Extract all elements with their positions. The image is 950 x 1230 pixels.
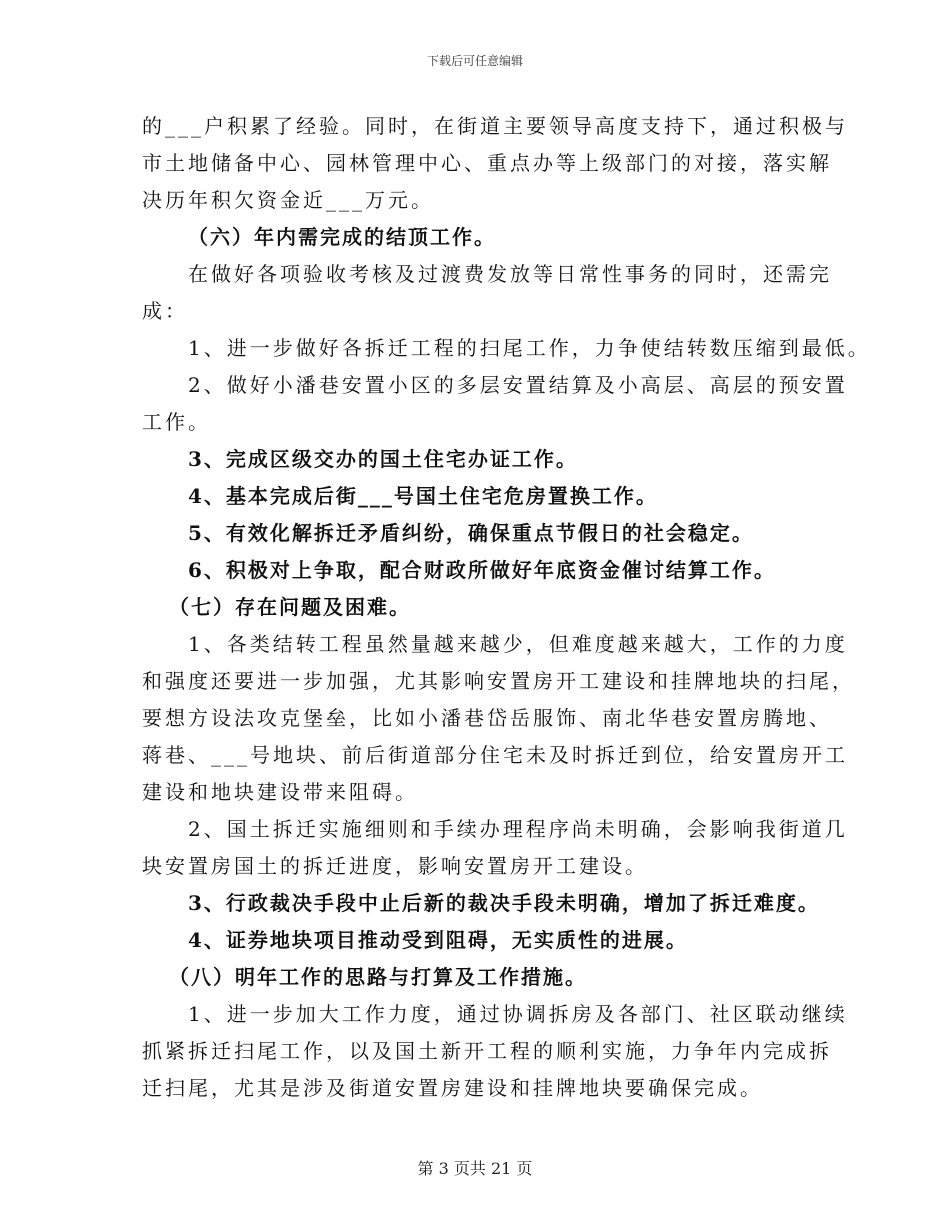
body-line: 和强度还要进一步加强，尤其影响安置房开工建设和挂牌地块的扫尾，: [142, 669, 855, 693]
page-header-note: 下载后可任意编辑: [426, 54, 523, 68]
list-item: 3、行政裁决手段中止后新的裁决手段未明确，增加了拆迁难度。: [188, 891, 820, 915]
body-line: 市土地储备中心、园林管理中心、重点办等上级部门的对接，落实解: [142, 151, 832, 175]
body-line: 工作。: [142, 410, 211, 434]
list-item: 4、证券地块项目推动受到阻碍，无实质性的进展。: [188, 928, 688, 952]
section-heading-8: （八）明年工作的思路与打算及工作措施。: [169, 965, 587, 989]
body-line: 蒋巷、___号地块、前后街道部分住宅未及时拆迁到位，给安置房开工: [142, 743, 848, 767]
section-heading-6: （六）年内需完成的结顶工作。: [188, 225, 496, 249]
list-item: 3、完成区级交办的国土住宅办证工作。: [188, 447, 578, 471]
body-line: 抓紧拆迁扫尾工作，以及国土新开工程的顺利实施，力争年内完成拆: [142, 1039, 832, 1063]
section-heading-7: （七）存在问题及困难。: [169, 595, 411, 619]
body-line: 建设和地块建设带来阻碍。: [142, 780, 418, 804]
body-line: 的___户积累了经验。同时，在街道主要领导高度支持下，通过积极与: [142, 114, 848, 138]
body-line: 成：: [142, 299, 188, 323]
list-item: 5、有效化解拆迁矛盾纠纷，确保重点节假日的社会稳定。: [188, 521, 754, 545]
list-item: 6、积极对上争取，配合财政所做好年底资金催讨结算工作。: [188, 558, 776, 582]
list-item: 1、进一步做好各拆迁工程的扫尾工作，力争使结转数压缩到最低。: [188, 336, 871, 360]
list-item: 1、进一步加大工作力度，通过协调拆房及各部门、社区联动继续: [188, 1002, 848, 1026]
list-item: 1、各类结转工程虽然量越来越少，但难度越来越大，工作的力度: [188, 632, 848, 656]
list-item: 2、国土拆迁实施细则和手续办理程序尚未明确，会影响我街道几: [188, 817, 848, 841]
page-number: 第 3 页共 21 页: [417, 1159, 533, 1178]
list-item: 4、基本完成后街___号国土住宅危房置换工作。: [188, 484, 658, 508]
body-line: 块安置房国土的拆迁进度，影响安置房开工建设。: [142, 854, 648, 878]
body-line: 要想方设法攻克堡垒，比如小潘巷岱岳服饰、南北华巷安置房腾地、: [142, 706, 832, 730]
body-line: 在做好各项验收考核及过渡费发放等日常性事务的同时，还需完: [188, 262, 832, 286]
body-line: 决历年积欠资金近___万元。: [142, 188, 434, 212]
list-item: 2、做好小潘巷安置小区的多层安置结算及小高层、高层的预安置: [188, 373, 848, 397]
body-line: 迁扫尾，尤其是涉及街道安置房建设和挂牌地块要确保完成。: [142, 1076, 763, 1100]
document-body: [142, 108, 871, 1107]
